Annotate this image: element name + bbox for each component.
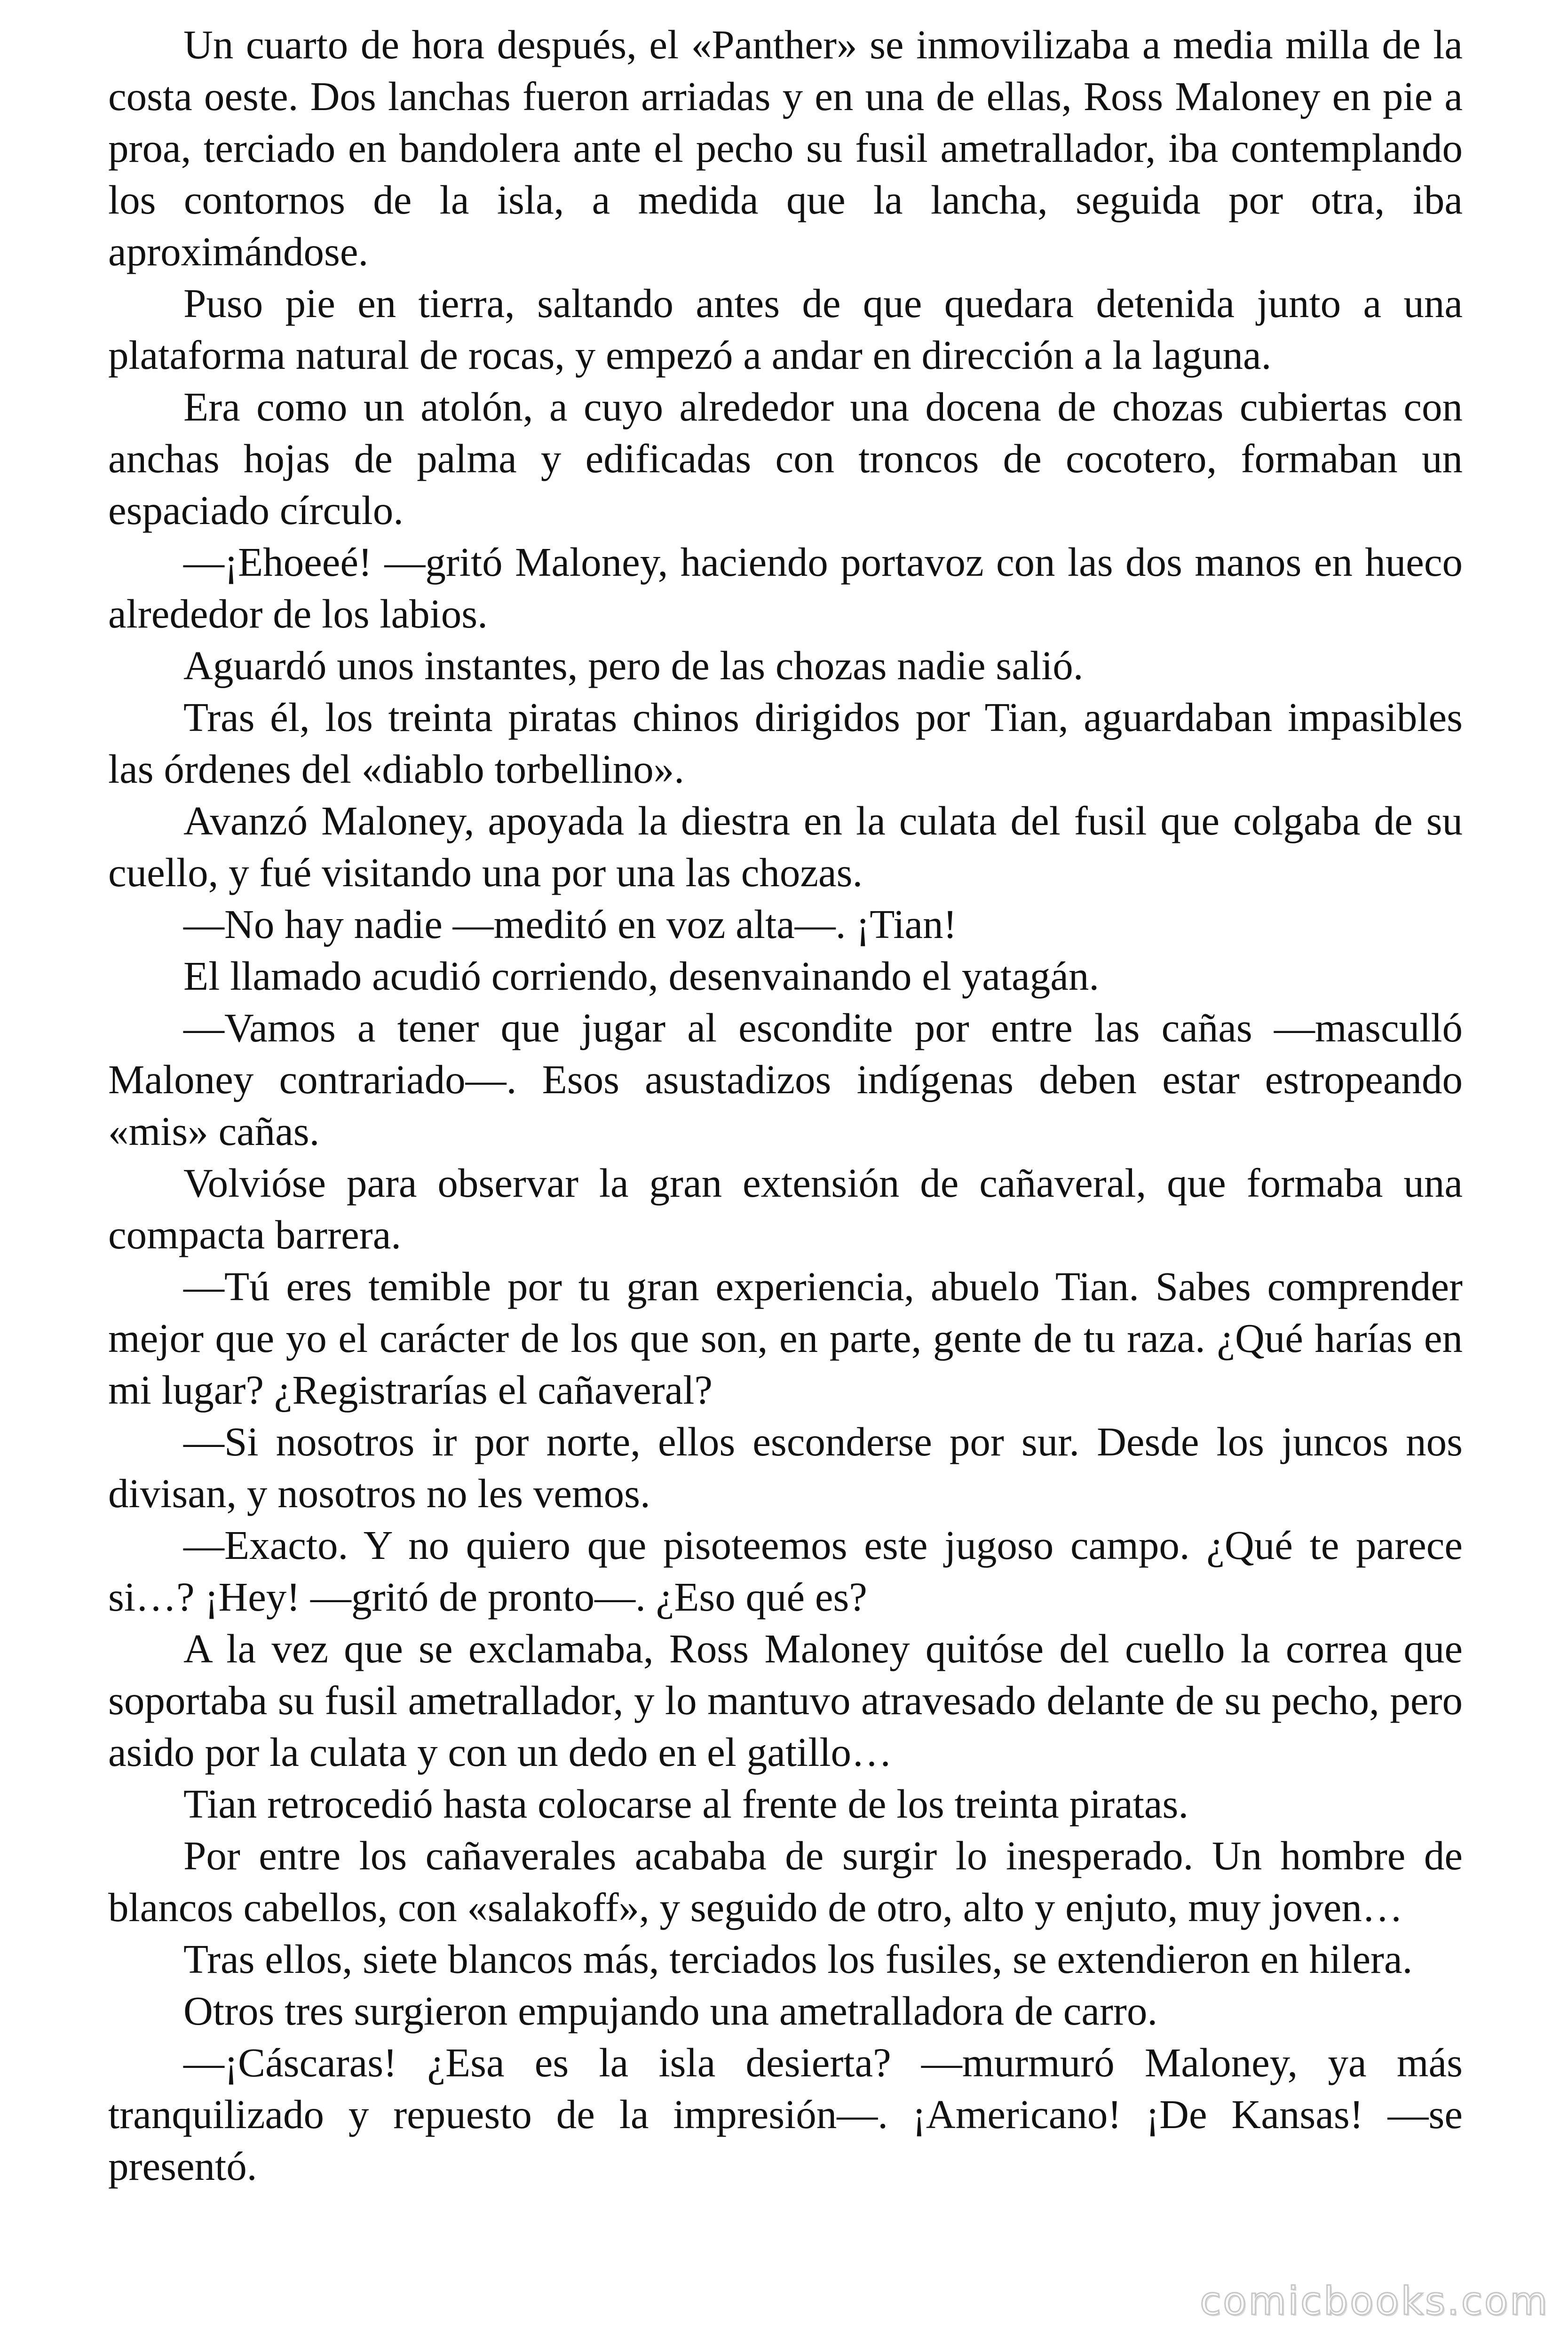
paragraph: Tras ellos, siete blancos más, terciados los fusiles, se extendieron en hilera. xyxy=(183,1936,1413,1982)
paragraph: Puso pie en tierra, saltando antes de que quedara detenida junto a una plataforma natural de rocas, y empezó a andar en dirección a la laguna. xyxy=(108,280,1463,378)
paragraph: Otros tres surgieron empujando una ametralladora de carro. xyxy=(183,1988,1158,2034)
paragraph: —Exacto. Y no quiero que pisoteemos este jugoso campo. ¿Qué te parece si…? ¡Hey! —gritó de pronto—. ¿Eso qué es? xyxy=(108,1522,1463,1620)
paragraph: Era como un atolón, a cuyo alrededor una docena de chozas cubiertas con anchas hojas de palma y edificadas con troncos de cocotero, formaban un espaciado círculo. xyxy=(108,384,1463,533)
paragraph: Tras él, los treinta piratas chinos dirigidos por Tian, aguardaban impasibles las órdenes del «diablo torbellino». xyxy=(108,694,1463,792)
paragraph: —No hay nadie —meditó en voz alta—. ¡Tian! xyxy=(183,901,957,947)
paragraph: El llamado acudió corriendo, desenvainando el yatagán. xyxy=(183,953,1100,999)
paragraph: —Vamos a tener que jugar al escondite por entre las cañas —masculló Maloney contrariado—. Esos asustadizos indígenas deben estar estropeando «mis» cañas. xyxy=(108,1005,1463,1154)
paragraph: Volvióse para observar la gran extensión de cañaveral, que formaba una compacta barrera. xyxy=(108,1160,1463,1257)
paragraph: Avanzó Maloney, apoyada la diestra en la culata del fusil que colgaba de su cuello, y fué visitando una por una las chozas. xyxy=(108,798,1463,895)
paragraph: Por entre los cañaverales acababa de surgir lo inesperado. Un hombre de blancos cabellos, con «salakoff», y seguido de otro, alto y enjuto, muy joven… xyxy=(108,1833,1463,1930)
paragraph: Aguardó unos instantes, pero de las chozas nadie salió. xyxy=(183,643,1084,688)
paragraph: Tian retrocedió hasta colocarse al frente de los treinta piratas. xyxy=(183,1781,1189,1827)
book-page xyxy=(108,19,1463,2267)
paragraph: —Si nosotros ir por norte, ellos esconderse por sur. Desde los juncos nos divisan, y nosotros no les vemos. xyxy=(108,1419,1463,1516)
paragraph: —Tú eres temible por tu gran experiencia, abuelo Tian. Sabes comprender mejor que yo el carácter de los que son, en parte, gente de tu raza. ¿Qué harías en mi lugar? ¿Registrarías el cañaveral? xyxy=(108,1263,1463,1413)
watermark: comicbooks.com xyxy=(1200,2279,1549,2324)
paragraph: A la vez que se exclamaba, Ross Maloney quitóse del cuello la correa que soportaba su fusil ametrallador, y lo mantuvo atravesado delante de su pecho, pero asido por la culata y con un dedo en el gatillo… xyxy=(108,1626,1463,1775)
paragraph: Un cuarto de hora después, el «Panther» se inmovilizaba a media milla de la costa oeste. Dos lanchas fueron arriadas y en una de ellas, Ross Maloney en pie a proa, terciado en bandolera ante el pecho su fusil ametrallador, iba contemplando los contornos de la isla, a medida que la lancha, seguida por otra, iba aproximándose. xyxy=(108,22,1463,274)
paragraph: —¡Cáscaras! ¿Esa es la isla desierta? —murmuró Maloney, ya más tranquilizado y repuesto de la impresión—. ¡Americano! ¡De Kansas! —se presentó. xyxy=(108,2040,1463,2189)
paragraph: —¡Ehoeeé! —gritó Maloney, haciendo portavoz con las dos manos en hueco alrededor de los labios. xyxy=(108,539,1463,636)
